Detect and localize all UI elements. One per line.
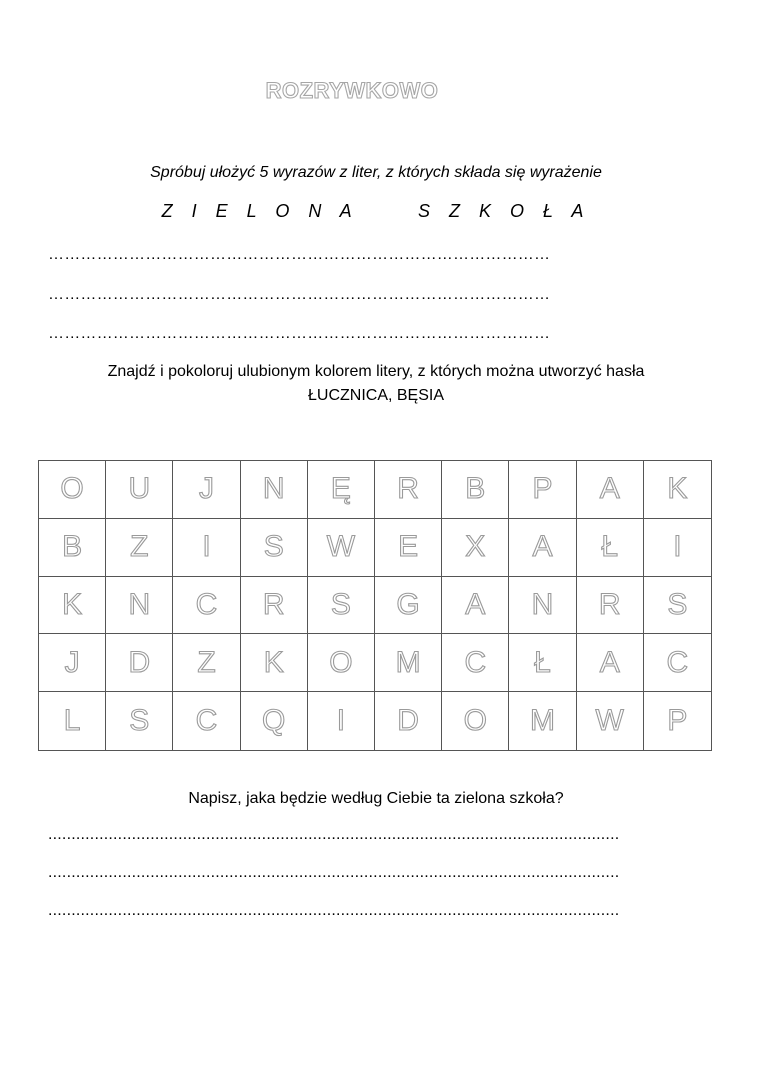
grid-cell[interactable]: D <box>106 634 173 692</box>
grid-cell[interactable]: E <box>375 519 442 577</box>
task1-phrase: Z I E L O N A S Z K O Ł A <box>161 201 591 221</box>
grid-cell[interactable]: A <box>509 519 576 577</box>
grid-cell[interactable]: S <box>106 692 173 750</box>
worksheet-title: ROZRYWKOWO <box>265 78 439 103</box>
grid-cell[interactable]: Q <box>241 692 308 750</box>
grid-cell[interactable]: N <box>241 461 308 519</box>
grid-cell[interactable]: A <box>577 461 644 519</box>
grid-cell[interactable]: L <box>39 692 106 750</box>
task2-passwords: ŁUCZNICA, BĘSIA <box>307 387 445 404</box>
grid-cell[interactable]: U <box>106 461 173 519</box>
grid-cell[interactable]: W <box>308 519 375 577</box>
grid-cell[interactable]: D <box>375 692 442 750</box>
grid-cell[interactable]: S <box>644 577 711 635</box>
grid-cell[interactable]: Z <box>173 634 240 692</box>
grid-cell[interactable]: M <box>375 634 442 692</box>
grid-cell[interactable]: S <box>241 519 308 577</box>
grid-cell[interactable]: R <box>375 461 442 519</box>
answer-line-3[interactable]: ………………………………………………………………………………… <box>48 325 551 342</box>
grid-cell[interactable]: K <box>241 634 308 692</box>
grid-cell[interactable]: B <box>442 461 509 519</box>
grid-cell[interactable]: R <box>241 577 308 635</box>
grid-cell[interactable]: N <box>106 577 173 635</box>
essay-line-2[interactable]: ........................................................................................................................... <box>48 864 620 881</box>
grid-cell[interactable]: P <box>667 704 688 738</box>
answer-line-1[interactable]: ………………………………………………………………………………… <box>48 246 551 263</box>
grid-cell[interactable]: C <box>644 634 711 692</box>
grid-cell[interactable]: W <box>577 692 644 750</box>
grid-cell[interactable]: J <box>39 634 106 692</box>
grid-cell[interactable]: I <box>644 519 711 577</box>
grid-cell[interactable]: Ę <box>308 461 375 519</box>
grid-cell[interactable]: K <box>644 461 711 519</box>
letter-grid <box>38 460 712 751</box>
grid-cell[interactable]: J <box>173 461 240 519</box>
grid-cell[interactable]: K <box>39 577 106 635</box>
task2-instruction-line1: Znajdź i pokoloruj ulubionym kolorem litery, z których można utworzyć hasła <box>107 363 645 380</box>
task2-instruction <box>0 360 752 408</box>
grid-cell[interactable]: I <box>308 692 375 750</box>
grid-cell[interactable]: O <box>308 634 375 692</box>
task3-instruction: Napisz, jaka będzie według Ciebie ta zielona szkoła? <box>188 790 564 807</box>
grid-cell[interactable]: G <box>375 577 442 635</box>
grid-cell[interactable]: M <box>509 692 576 750</box>
grid-cell[interactable]: N <box>509 577 576 635</box>
grid-cell[interactable]: A <box>577 634 644 692</box>
essay-line-1[interactable]: ........................................................................................................................... <box>48 826 620 843</box>
essay-line-3[interactable]: ........................................................................................................................... <box>48 902 620 919</box>
grid-cell[interactable]: C <box>442 634 509 692</box>
grid-cell[interactable]: B <box>39 519 106 577</box>
grid-cell[interactable]: Ł <box>509 634 576 692</box>
grid-cell[interactable]: S <box>308 577 375 635</box>
grid-cell[interactable]: C <box>173 577 240 635</box>
grid-cell[interactable]: Z <box>106 519 173 577</box>
grid-cell[interactable]: O <box>442 692 509 750</box>
task1-instruction: Spróbuj ułożyć 5 wyrazów z liter, z których składa się wyrażenie <box>150 164 602 181</box>
answer-line-2[interactable]: ………………………………………………………………………………… <box>48 286 551 303</box>
grid-cell[interactable]: I <box>173 519 240 577</box>
grid-cell[interactable]: R <box>577 577 644 635</box>
grid-cell[interactable]: C <box>173 692 240 750</box>
grid-cell[interactable]: A <box>442 577 509 635</box>
grid-cell[interactable]: X <box>442 519 509 577</box>
grid-cell[interactable]: P <box>509 461 576 519</box>
grid-cell[interactable]: Ł <box>577 519 644 577</box>
grid-cell[interactable]: O <box>39 461 106 519</box>
